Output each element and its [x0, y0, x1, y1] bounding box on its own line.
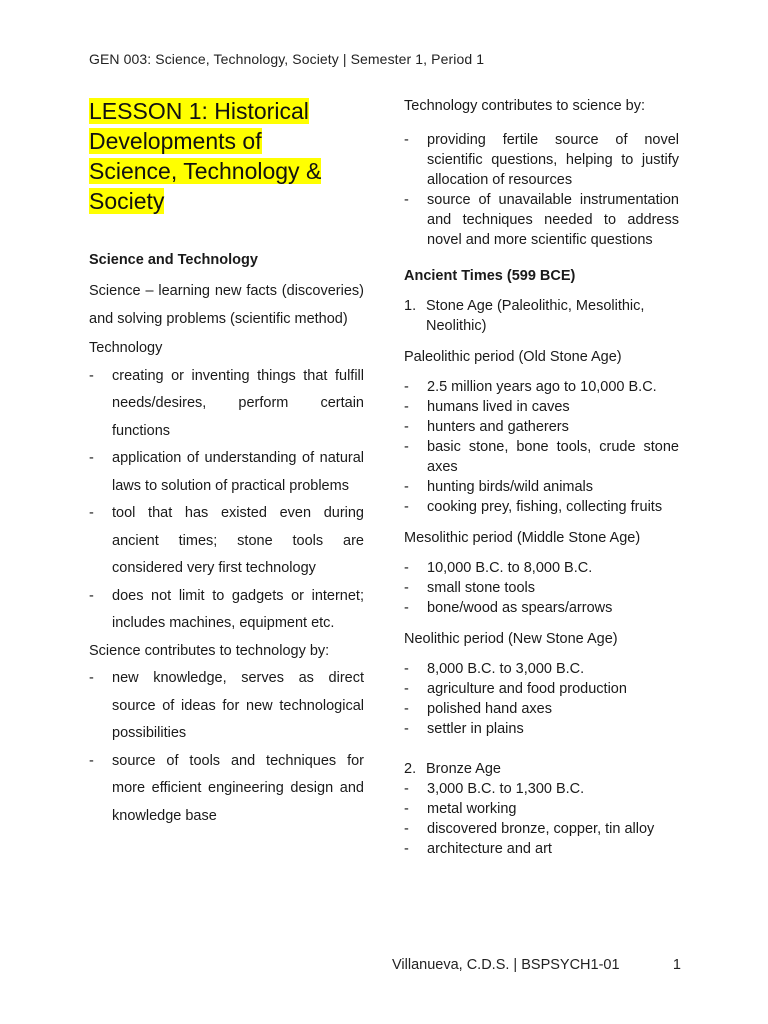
technology-list — [89, 363, 364, 638]
page-number: 1 — [672, 957, 681, 973]
item-number: 1. — [404, 298, 417, 314]
list-item: - discovered bronze, copper, tin alloy — [404, 819, 679, 839]
list-item: - 10,000 B.C. to 8,000 B.C. — [404, 558, 679, 578]
ancient-times-heading: Ancient Times (599 BCE) — [404, 268, 576, 284]
list-item: - providing fertile source of novel scientific questions, helping to justify allocation of resources — [404, 130, 679, 190]
list-item: - bone/wood as spears/arrows — [404, 598, 679, 618]
technology-to-science-list — [404, 130, 679, 250]
list-item: - basic stone, bone tools, crude stone axes — [404, 437, 679, 477]
list-item: - application of understanding of natural laws to solution of practical problems — [89, 445, 364, 500]
list-item: - new knowledge, serves as direct source of ideas for new technological possibilities — [89, 665, 364, 748]
science-definition: Science – learning new facts (discoveries) and solving problems (scientific method) — [89, 283, 364, 327]
lesson-title-line: Developments of — [89, 128, 262, 154]
list-item: - polished hand axes — [404, 699, 679, 719]
science-to-technology-label: Science contributes to technology by: — [89, 642, 330, 659]
list-item: - does not limit to gadgets or internet; includes machines, equipment etc. — [89, 583, 364, 638]
stone-age-label: Stone Age (Paleolithic, Mesolithic, Neolithic) — [426, 298, 645, 334]
list-item: - metal working — [404, 799, 679, 819]
list-item: - hunters and gatherers — [404, 417, 679, 437]
list-item: - source of unavailable instrumentation and techniques needed to address novel and more scientific questions — [404, 190, 679, 250]
list-item: - small stone tools — [404, 578, 679, 598]
stone-age-item — [404, 296, 679, 336]
list-item: - source of tools and techniques for more efficient engineering design and knowledge base — [89, 748, 364, 831]
item-number: 2. — [404, 761, 417, 777]
list-item: - creating or inventing things that fulfill needs/desires, perform certain functions — [89, 363, 364, 446]
mesolithic-list — [404, 558, 679, 618]
list-item: - 3,000 B.C. to 1,300 B.C. — [404, 779, 679, 799]
list-item: - cooking prey, fishing, collecting fruits — [404, 497, 679, 517]
list-item: - 2.5 million years ago to 10,000 B.C. — [404, 377, 679, 397]
technology-to-science-label: Technology contributes to science by: — [404, 98, 645, 114]
list-item: - hunting birds/wild animals — [404, 477, 679, 497]
list-item: - 8,000 B.C. to 3,000 B.C. — [404, 659, 679, 679]
mesolithic-label: Mesolithic period (Middle Stone Age) — [404, 530, 641, 546]
footer-author: Villanueva, C.D.S. | BSPSYCH1-01 — [392, 957, 620, 973]
science-to-technology-list — [89, 665, 364, 830]
section-heading: Science and Technology — [89, 252, 258, 268]
paleolithic-list — [404, 377, 679, 517]
bronze-age-label: Bronze Age — [426, 761, 501, 777]
bronze-age-list — [404, 779, 679, 859]
list-item: - settler in plains — [404, 719, 679, 739]
lesson-title-line: LESSON 1: Historical — [89, 98, 309, 124]
paleolithic-label: Paleolithic period (Old Stone Age) — [404, 349, 622, 365]
list-item: - tool that has existed even during ancient times; stone tools are considered very first technology — [89, 500, 364, 583]
lesson-title-line: Science, Technology & — [89, 158, 322, 184]
technology-label: Technology — [89, 340, 163, 356]
right-column — [404, 96, 679, 859]
lesson-title — [89, 96, 364, 216]
neolithic-label: Neolithic period (New Stone Age) — [404, 631, 618, 647]
left-column — [89, 96, 364, 830]
list-item: - humans lived in caves — [404, 397, 679, 417]
neolithic-list — [404, 659, 679, 739]
bronze-age-item — [404, 759, 679, 779]
list-item: - agriculture and food production — [404, 679, 679, 699]
page-header: GEN 003: Science, Technology, Society | Semester 1, Period 1 — [89, 51, 485, 67]
list-item: - architecture and art — [404, 839, 679, 859]
page-footer — [392, 957, 681, 973]
lesson-title-line: Society — [89, 188, 165, 214]
